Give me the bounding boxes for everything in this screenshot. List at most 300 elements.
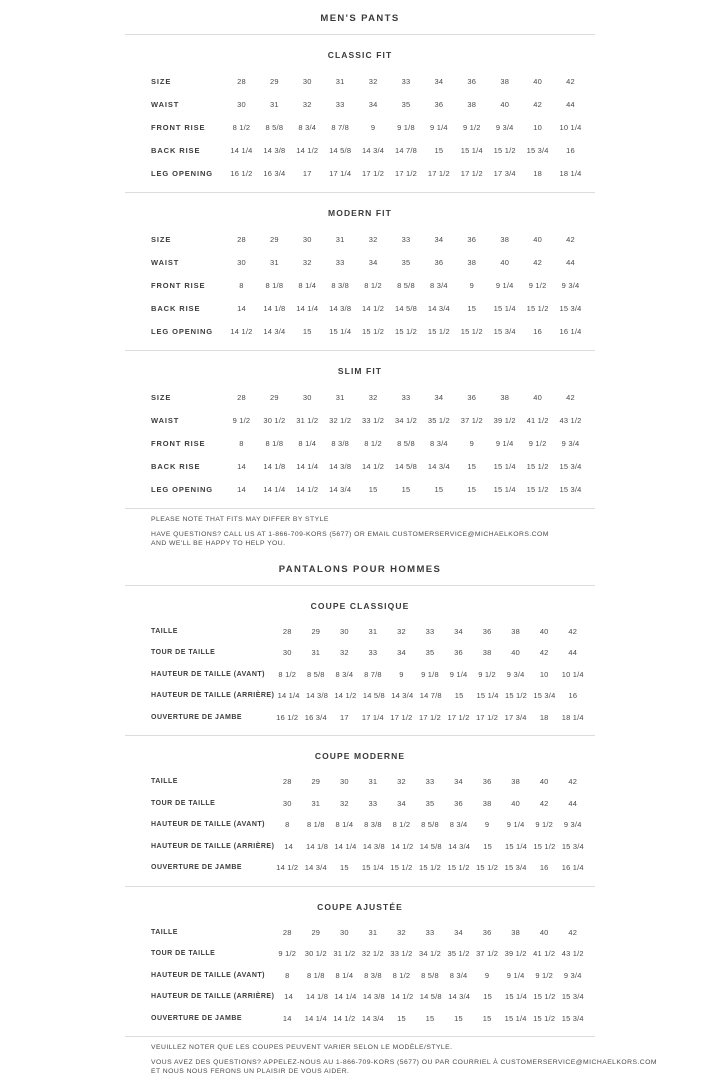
cell-value: 29 xyxy=(269,393,279,402)
cell-value: 15 1/4 xyxy=(493,462,516,471)
cell-value: 34 xyxy=(397,798,406,808)
cell-value: 8 1/8 xyxy=(306,820,325,830)
fit-section-title: COUPE MODERNE xyxy=(314,751,406,761)
cell-value: 42 xyxy=(566,235,575,244)
cell-value: 36 xyxy=(467,235,477,244)
cell-value: 33 xyxy=(335,100,345,109)
cell-value: 10 xyxy=(533,123,542,132)
cell-value: 15 xyxy=(339,863,349,873)
cell-value: 9 3/4 xyxy=(563,970,582,980)
cell-value: 30 xyxy=(282,648,292,658)
cell-value: 18 xyxy=(539,712,549,722)
cell-value: 8 3/8 xyxy=(331,281,350,290)
row-label: HAUTEUR DE TAILLE (ARRIÈRE) xyxy=(151,842,275,850)
cell-value: 31 xyxy=(368,927,378,937)
cell-value: 38 xyxy=(467,100,477,109)
cell-value: 32 xyxy=(339,648,349,658)
cell-value: 8 3/8 xyxy=(364,820,382,830)
cell-value: 31 xyxy=(311,648,321,658)
cell-value: 34 xyxy=(454,777,463,787)
cell-value: 15 xyxy=(482,1013,492,1023)
cell-value: 14 7/8 xyxy=(419,691,442,701)
cell-value: 14 1/2 xyxy=(391,841,414,851)
cell-value: 33 1/2 xyxy=(362,416,385,425)
cell-value: 33 xyxy=(425,777,435,787)
row-label: SIZE xyxy=(151,77,172,86)
cell-value: 29 xyxy=(311,927,321,937)
table-row xyxy=(125,986,595,1008)
cell-value: 14 1/8 xyxy=(263,304,286,313)
cell-value: 15 xyxy=(434,146,444,155)
cell-value: 32 xyxy=(368,393,378,402)
cell-value: 14 3/8 xyxy=(306,691,329,701)
cell-value: 9 1/2 xyxy=(535,820,554,830)
cell-value: 37 1/2 xyxy=(460,416,483,425)
cell-value: 29 xyxy=(269,235,279,244)
row-label: FRONT RISE xyxy=(151,123,206,132)
cell-value: 14 3/8 xyxy=(362,992,385,1002)
cell-value: 32 1/2 xyxy=(361,949,384,959)
cell-value: 15 xyxy=(454,1013,463,1023)
row-label: LEG OPENING xyxy=(151,169,213,178)
cell-value: 18 xyxy=(533,169,542,178)
table-row xyxy=(125,93,595,116)
cell-value: 33 xyxy=(401,235,411,244)
cell-value: 40 xyxy=(539,927,549,937)
cell-value: 14 xyxy=(237,485,246,494)
cell-value: 17 1/2 xyxy=(447,712,470,722)
note-text xyxy=(151,1043,595,1053)
cell-value: 9 1/2 xyxy=(278,949,297,959)
cell-value: 14 3/8 xyxy=(263,146,286,155)
cell-value: 9 1/4 xyxy=(430,123,448,132)
cell-value: 17 xyxy=(302,169,312,178)
cell-value: 15 xyxy=(467,304,477,313)
cell-value: 15 1/2 xyxy=(533,1013,556,1023)
cell-value: 38 xyxy=(511,626,521,636)
row-label: BACK RISE xyxy=(151,462,201,471)
size-guide-page xyxy=(125,0,658,1088)
fit-section-title: COUPE CLASSIQUE xyxy=(310,600,410,611)
cell-value: 15 xyxy=(302,327,312,336)
cell-value: 38 xyxy=(511,777,521,787)
table-row xyxy=(125,274,595,297)
table-row xyxy=(125,814,595,836)
cell-value: 32 xyxy=(397,626,406,636)
cell-value: 14 3/4 xyxy=(362,146,385,155)
fit-section-modern-fit xyxy=(125,193,595,351)
cell-value: 10 1/4 xyxy=(559,123,582,132)
cell-value: 16 xyxy=(566,146,575,155)
cell-value: 42 xyxy=(568,626,578,636)
cell-value: 15 3/4 xyxy=(561,841,584,851)
note-line: AND WE'LL BE HAPPY TO HELP YOU. xyxy=(151,540,286,547)
cell-value: 9 1/2 xyxy=(462,123,481,132)
cell-value: 9 3/4 xyxy=(495,123,514,132)
row-label: TAILLE xyxy=(151,928,178,936)
cell-value: 16 1/4 xyxy=(559,327,582,336)
cell-value: 32 1/2 xyxy=(329,416,352,425)
cell-value: 8 5/8 xyxy=(421,970,439,980)
cell-value: 15 1/2 xyxy=(504,691,528,701)
cell-value: 15 xyxy=(397,1013,406,1023)
cell-value: 8 5/8 xyxy=(421,820,439,830)
cell-value: 15 1/2 xyxy=(394,327,418,336)
cell-value: 15 1/2 xyxy=(476,863,499,873)
table-row xyxy=(125,965,595,987)
cell-value: 14 1/8 xyxy=(306,992,329,1002)
fit-section-title: MODERN FIT xyxy=(328,208,392,218)
cell-value: 9 1/8 xyxy=(421,669,439,679)
table-row xyxy=(125,228,595,251)
cell-value: 9 3/4 xyxy=(561,439,580,448)
cell-value: 9 xyxy=(370,123,376,132)
cell-value: 9 xyxy=(469,281,474,290)
cell-value: 15 1/2 xyxy=(533,841,556,851)
cell-value: 31 xyxy=(335,393,345,402)
cell-value: 40 xyxy=(511,798,521,808)
table-row xyxy=(125,251,595,274)
cell-value: 35 xyxy=(401,258,411,267)
cell-value: 31 1/2 xyxy=(333,949,356,959)
cell-value: 8 3/4 xyxy=(430,281,448,290)
cell-value: 15 xyxy=(368,485,378,494)
cell-value: 14 5/8 xyxy=(329,146,352,155)
cell-value: 15 3/4 xyxy=(504,863,527,873)
table-row xyxy=(125,455,595,478)
cell-value: 14 3/4 xyxy=(361,1013,384,1023)
table-row xyxy=(125,409,595,432)
row-label: TOUR DE TAILLE xyxy=(151,950,216,958)
cell-value: 30 1/2 xyxy=(263,416,286,425)
cell-value: 14 3/4 xyxy=(448,841,471,851)
cell-value: 31 xyxy=(335,235,345,244)
cell-value: 34 xyxy=(368,100,378,109)
cell-value: 9 1/2 xyxy=(528,439,547,448)
cell-value: 14 5/8 xyxy=(394,304,418,313)
table-row xyxy=(125,162,595,185)
cell-value: 17 1/2 xyxy=(427,169,450,178)
row-label: HAUTEUR DE TAILLE (AVANT) xyxy=(151,971,265,979)
row-label: HAUTEUR DE TAILLE (AVANT) xyxy=(151,821,265,829)
cell-value: 9 1/2 xyxy=(528,281,547,290)
cell-value: 15 xyxy=(467,485,477,494)
cell-value: 8 3/8 xyxy=(364,970,382,980)
size-table xyxy=(125,621,595,736)
cell-value: 8 1/2 xyxy=(392,820,411,830)
cell-value: 42 xyxy=(568,927,578,937)
table-row xyxy=(125,685,595,707)
cell-value: 38 xyxy=(482,798,492,808)
english-notes xyxy=(125,509,595,560)
cell-value: 34 xyxy=(368,258,378,267)
cell-value: 9 1/4 xyxy=(506,820,525,830)
row-label: TAILLE xyxy=(151,627,178,635)
cell-value: 14 xyxy=(237,304,246,313)
fit-section-classic-fit xyxy=(125,35,595,193)
cell-value: 41 1/2 xyxy=(526,416,549,425)
cell-value: 8 xyxy=(285,820,290,830)
cell-value: 15 1/2 xyxy=(526,304,549,313)
cell-value: 14 5/8 xyxy=(362,691,385,701)
cell-value: 8 xyxy=(239,439,244,448)
cell-value: 39 1/2 xyxy=(504,949,527,959)
cell-value: 39 1/2 xyxy=(493,416,516,425)
cell-value: 28 xyxy=(282,626,292,636)
fit-section-title: SLIM FIT xyxy=(337,366,383,376)
cell-value: 15 1/4 xyxy=(504,992,528,1002)
row-label: TOUR DE TAILLE xyxy=(151,799,216,807)
cell-value: 32 xyxy=(302,258,312,267)
cell-value: 15 1/4 xyxy=(504,1013,527,1023)
cell-value: 15 xyxy=(401,485,411,494)
cell-value: 15 3/4 xyxy=(533,691,556,701)
french-size-tables xyxy=(125,586,595,1038)
cell-value: 14 3/4 xyxy=(263,327,286,336)
row-label: WAIST xyxy=(151,100,180,109)
row-label: HAUTEUR DE TAILLE (ARRIÈRE) xyxy=(151,692,275,700)
cell-value: 8 1/8 xyxy=(265,439,284,448)
cell-value: 32 xyxy=(368,235,378,244)
cell-value: 14 xyxy=(237,462,246,471)
cell-value: 30 xyxy=(339,777,349,787)
cell-value: 34 1/2 xyxy=(418,949,442,959)
cell-value: 42 xyxy=(533,258,542,267)
cell-value: 33 xyxy=(368,798,378,808)
table-row xyxy=(125,771,595,793)
note-text xyxy=(151,515,595,525)
cell-value: 15 1/4 xyxy=(329,327,352,336)
cell-value: 14 3/4 xyxy=(427,304,450,313)
cell-value: 17 1/2 xyxy=(394,169,418,178)
table-row xyxy=(125,432,595,455)
cell-value: 33 xyxy=(401,77,411,86)
size-table xyxy=(125,922,595,1037)
cell-value: 28 xyxy=(237,235,246,244)
cell-value: 15 1/2 xyxy=(418,863,442,873)
cell-value: 8 7/8 xyxy=(364,669,382,679)
table-row xyxy=(125,836,595,858)
cell-value: 35 xyxy=(425,648,435,658)
cell-value: 34 xyxy=(434,393,444,402)
cell-value: 33 xyxy=(401,393,411,402)
cell-value: 31 xyxy=(368,626,378,636)
table-row xyxy=(125,1008,595,1030)
cell-value: 8 1/2 xyxy=(364,439,382,448)
cell-value: 34 xyxy=(434,235,444,244)
cell-value: 42 xyxy=(533,100,542,109)
fit-section-coupe-moderne xyxy=(125,736,595,887)
french-notes xyxy=(125,1037,658,1088)
cell-value: 9 3/4 xyxy=(561,281,580,290)
cell-value: 44 xyxy=(566,258,575,267)
cell-value: 30 xyxy=(302,393,312,402)
cell-value: 8 3/4 xyxy=(430,439,448,448)
cell-value: 15 xyxy=(483,992,492,1002)
cell-value: 40 xyxy=(500,258,510,267)
cell-value: 14 1/4 xyxy=(304,1013,327,1023)
row-label: TAILLE xyxy=(151,778,178,786)
cell-value: 38 xyxy=(482,648,492,658)
cell-value: 34 xyxy=(397,648,406,658)
cell-value: 33 xyxy=(368,648,378,658)
row-label: LEG OPENING xyxy=(151,485,213,494)
cell-value: 9 1/4 xyxy=(449,669,468,679)
cell-value: 34 xyxy=(454,626,463,636)
cell-value: 36 xyxy=(434,258,444,267)
cell-value: 9 1/2 xyxy=(478,669,496,679)
cell-value: 9 xyxy=(484,970,490,980)
cell-value: 15 1/4 xyxy=(476,691,499,701)
cell-value: 33 xyxy=(335,258,345,267)
cell-value: 30 xyxy=(237,100,246,109)
cell-value: 36 xyxy=(482,927,492,937)
cell-value: 34 xyxy=(454,927,463,937)
cell-value: 8 1/2 xyxy=(232,123,251,132)
cell-value: 16 xyxy=(533,327,542,336)
cell-value: 8 1/4 xyxy=(335,820,354,830)
cell-value: 31 1/2 xyxy=(296,416,319,425)
cell-value: 10 1/4 xyxy=(561,669,584,679)
cell-value: 8 3/4 xyxy=(335,669,354,679)
fit-section-title: COUPE AJUSTÉE xyxy=(317,901,403,912)
cell-value: 8 1/4 xyxy=(335,970,354,980)
cell-value: 9 1/2 xyxy=(232,416,251,425)
cell-value: 14 3/4 xyxy=(391,691,414,701)
cell-value: 15 3/4 xyxy=(559,462,582,471)
cell-value: 30 xyxy=(237,258,246,267)
cell-value: 14 1/4 xyxy=(263,485,286,494)
cell-value: 32 xyxy=(368,77,378,86)
table-row xyxy=(125,642,595,664)
cell-value: 16 1/4 xyxy=(561,863,584,873)
cell-value: 8 xyxy=(239,281,244,290)
table-row xyxy=(125,664,595,686)
cell-value: 8 1/2 xyxy=(392,970,411,980)
cell-value: 15 1/2 xyxy=(427,327,450,336)
row-label: FRONT RISE xyxy=(151,281,206,290)
cell-value: 31 xyxy=(311,798,321,808)
cell-value: 8 1/8 xyxy=(306,970,325,980)
cell-value: 15 1/4 xyxy=(493,304,516,313)
cell-value: 14 1/2 xyxy=(391,992,414,1002)
cell-value: 15 1/2 xyxy=(526,485,549,494)
cell-value: 32 xyxy=(302,100,312,109)
row-label: OUVERTURE DE JAMBE xyxy=(151,1014,243,1022)
cell-value: 14 5/8 xyxy=(394,462,418,471)
cell-value: 14 1/4 xyxy=(296,304,319,313)
cell-value: 9 xyxy=(469,439,474,448)
cell-value: 15 1/4 xyxy=(460,146,483,155)
cell-value: 31 xyxy=(368,777,378,787)
table-row xyxy=(125,116,595,139)
cell-value: 14 3/8 xyxy=(329,304,352,313)
cell-value: 30 1/2 xyxy=(304,949,327,959)
cell-value: 14 1/8 xyxy=(263,462,286,471)
cell-value: 8 3/4 xyxy=(449,970,468,980)
cell-value: 9 xyxy=(399,669,404,679)
cell-value: 36 xyxy=(482,777,492,787)
cell-value: 32 xyxy=(339,798,349,808)
cell-value: 17 3/4 xyxy=(504,712,527,722)
page-title-en: MEN'S PANTS xyxy=(320,13,400,24)
cell-value: 38 xyxy=(500,235,510,244)
cell-value: 15 xyxy=(467,462,477,471)
cell-value: 35 xyxy=(425,798,435,808)
cell-value: 18 1/4 xyxy=(561,712,584,722)
fit-section-coupe-ajustee xyxy=(125,887,595,1038)
cell-value: 44 xyxy=(568,798,578,808)
cell-value: 14 1/8 xyxy=(306,841,329,851)
cell-value: 33 xyxy=(425,927,435,937)
cell-value: 42 xyxy=(539,798,549,808)
note-line: PLEASE NOTE THAT FITS MAY DIFFER BY STYLE xyxy=(151,516,329,523)
row-label: WAIST xyxy=(151,416,180,425)
cell-value: 17 1/2 xyxy=(390,712,413,722)
cell-value: 9 1/8 xyxy=(397,123,415,132)
cell-value: 30 xyxy=(339,927,349,937)
row-label: FRONT RISE xyxy=(151,439,206,448)
cell-value: 43 1/2 xyxy=(559,416,582,425)
cell-value: 15 1/4 xyxy=(493,485,516,494)
row-label: WAIST xyxy=(151,258,180,267)
fit-section-title: CLASSIC FIT xyxy=(327,50,393,60)
cell-value: 15 3/4 xyxy=(559,304,582,313)
cell-value: 15 xyxy=(454,691,464,701)
cell-value: 15 1/4 xyxy=(504,841,528,851)
cell-value: 14 3/4 xyxy=(304,863,327,873)
cell-value: 34 1/2 xyxy=(394,416,418,425)
table-row xyxy=(125,478,595,501)
cell-value: 15 1/2 xyxy=(533,992,556,1002)
cell-value: 14 5/8 xyxy=(419,992,442,1002)
cell-value: 16 1/2 xyxy=(230,169,253,178)
note-line: VEUILLEZ NOTER QUE LES COUPES PEUVENT VARIER SELON LE MODÈLE/STYLE. xyxy=(151,1044,453,1051)
row-label: SIZE xyxy=(151,235,172,244)
cell-value: 17 3/4 xyxy=(493,169,516,178)
cell-value: 15 1/2 xyxy=(447,863,470,873)
cell-value: 15 3/4 xyxy=(493,327,516,336)
cell-value: 14 1/4 xyxy=(334,841,357,851)
fit-section-slim-fit xyxy=(125,351,595,509)
cell-value: 40 xyxy=(500,100,510,109)
cell-value: 8 7/8 xyxy=(331,123,350,132)
cell-value: 41 1/2 xyxy=(533,949,556,959)
cell-value: 8 3/4 xyxy=(298,123,317,132)
cell-value: 8 1/8 xyxy=(265,281,284,290)
cell-value: 18 1/4 xyxy=(559,169,582,178)
cell-value: 31 xyxy=(335,77,345,86)
cell-value: 28 xyxy=(282,927,292,937)
cell-value: 14 3/4 xyxy=(427,462,450,471)
note-text xyxy=(151,1058,658,1077)
cell-value: 15 1/4 xyxy=(361,863,384,873)
cell-value: 15 3/4 xyxy=(561,1013,584,1023)
cell-value: 17 1/2 xyxy=(418,712,442,722)
cell-value: 9 1/2 xyxy=(535,970,554,980)
cell-value: 40 xyxy=(539,777,549,787)
cell-value: 38 xyxy=(500,393,510,402)
cell-value: 8 1/2 xyxy=(364,281,382,290)
cell-value: 14 xyxy=(282,1013,292,1023)
cell-value: 15 xyxy=(425,1013,435,1023)
cell-value: 8 5/8 xyxy=(397,439,415,448)
cell-value: 28 xyxy=(237,393,246,402)
cell-value: 30 xyxy=(339,626,349,636)
cell-value: 33 xyxy=(425,626,435,636)
table-row xyxy=(125,297,595,320)
cell-value: 33 1/2 xyxy=(390,949,413,959)
